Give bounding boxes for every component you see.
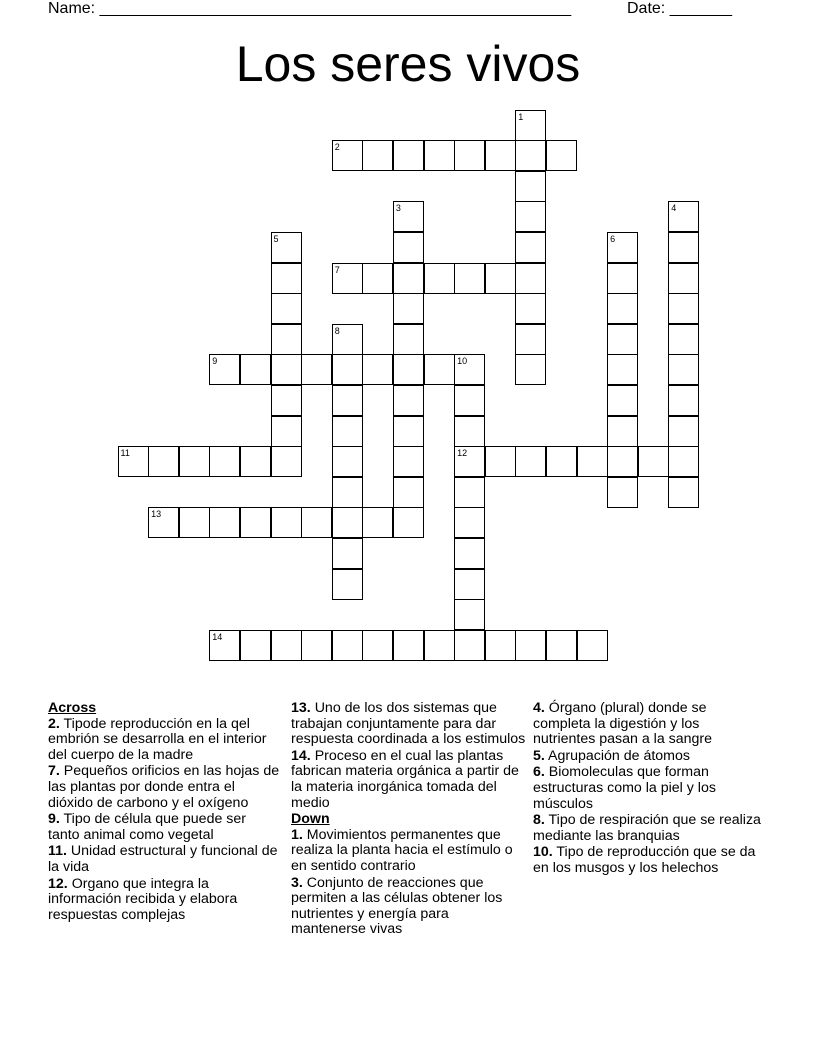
grid-cell[interactable] [577,630,608,661]
grid-cell[interactable] [515,263,546,294]
grid-cell[interactable] [362,507,393,538]
grid-cell[interactable] [393,354,424,385]
grid-cell[interactable] [607,354,638,385]
down-heading: Down [291,811,330,828]
grid-cell[interactable] [332,385,363,416]
grid-cell[interactable] [515,293,546,324]
grid-cell[interactable] [301,630,332,661]
grid-cell[interactable] [515,232,546,263]
grid-cell[interactable] [271,232,302,263]
grid-cell[interactable] [271,354,302,385]
clues-column-1 [48,701,280,924]
grid-cell[interactable] [424,354,455,385]
grid-cell[interactable] [332,263,363,294]
clue-across-7: 7. Pequeños orificios en las hojas de las plantas por donde entra el dióxido de carbono y el oxígeno [48,763,280,811]
grid-cell[interactable] [607,293,638,324]
grid-cell[interactable] [485,263,516,294]
clue-number: 3 [395,203,401,214]
grid-cell[interactable] [362,140,393,171]
clue-number: 5 [273,233,279,244]
clue-across-12: 12. Organo que integra la información recibida y elabora respuestas complejas [48,875,238,923]
grid-cell[interactable] [454,140,485,171]
grid-cell[interactable] [424,263,455,294]
grid-cell[interactable] [546,140,577,171]
clue-across-9: 9. Tipo de célula que puede ser tanto animal como vegetal [48,811,246,843]
grid-cell[interactable] [454,599,485,630]
clue-down-4: 4. Órgano (plural) donde se completa la digestión y los nutrientes pasan a la sangre [533,700,713,748]
grid-cell[interactable] [485,446,516,477]
grid-cell[interactable] [179,507,210,538]
grid-cell[interactable] [240,446,271,477]
grid-cell[interactable] [393,416,424,447]
grid-cell[interactable] [240,630,271,661]
grid-cell[interactable] [332,140,363,171]
grid-cell[interactable] [209,446,240,477]
grid-cell[interactable] [515,446,546,477]
grid-cell[interactable] [668,293,699,324]
grid-cell[interactable] [607,477,638,508]
grid-cell[interactable] [454,354,485,385]
name-field-label: Name: _____________________________________________________ [48,0,572,17]
grid-cell[interactable] [271,263,302,294]
grid-cell[interactable] [209,630,240,661]
clue-number: 13 [151,509,162,520]
clue-number: 1 [518,111,524,122]
grid-cell[interactable] [668,446,699,477]
grid-cell[interactable] [668,201,699,232]
grid-cell[interactable] [668,324,699,355]
clue-down-5: 5. Agrupación de átomos [533,747,690,764]
grid-cell[interactable] [179,446,210,477]
grid-cell[interactable] [332,354,363,385]
grid-cell[interactable] [668,232,699,263]
grid-cell[interactable] [393,477,424,508]
grid-cell[interactable] [454,263,485,294]
grid-cell[interactable] [393,446,424,477]
grid-cell[interactable] [148,446,179,477]
grid-cell[interactable] [332,630,363,661]
grid-cell[interactable] [301,354,332,385]
grid-cell[interactable] [271,416,302,447]
grid-cell[interactable] [515,354,546,385]
grid-cell[interactable] [393,630,424,661]
clue-across-14: 14. Proceso en el cual las plantas fabrican materia orgánica a partir de la materia inorgánica tomada del medio [291,747,519,811]
grid-cell[interactable] [271,324,302,355]
grid-cell[interactable] [393,507,424,538]
grid-cell[interactable] [148,507,179,538]
grid-cell[interactable] [332,507,363,538]
grid-cell[interactable] [271,630,302,661]
grid-cell[interactable] [668,354,699,385]
grid-cell[interactable] [515,110,546,141]
grid-cell[interactable] [332,538,363,569]
clue-number: 7 [334,264,340,275]
grid-cell[interactable] [424,630,455,661]
grid-cell[interactable] [271,293,302,324]
grid-cell[interactable] [209,507,240,538]
grid-cell[interactable] [515,140,546,171]
grid-cell[interactable] [668,477,699,508]
clue-across-11: 11. Unidad estructural y funcional de la vida [48,843,278,875]
grid-cell[interactable] [271,507,302,538]
grid-cell[interactable] [454,446,485,477]
clue-number: 10 [457,356,468,367]
grid-cell[interactable] [454,630,485,661]
clues-column-3 [533,701,763,878]
grid-cell[interactable] [332,324,363,355]
grid-cell[interactable] [638,446,669,477]
grid-cell[interactable] [393,385,424,416]
grid-cell[interactable] [240,354,271,385]
grid-cell[interactable] [454,538,485,569]
clue-number: 2 [334,142,340,153]
grid-cell[interactable] [668,416,699,447]
grid-cell[interactable] [393,201,424,232]
grid-cell[interactable] [607,263,638,294]
clue-down-1: 1. Movimientos permanentes que realiza la planta hacia el estímulo o en sentido contrario [291,826,513,874]
grid-cell[interactable] [515,324,546,355]
grid-cell[interactable] [362,630,393,661]
grid-cell[interactable] [240,507,271,538]
clue-down-10: 10. Tipo de reproducción que se da en los musgos y los helechos [533,844,756,876]
grid-cell[interactable] [454,569,485,600]
clue-number: 8 [334,325,340,336]
clue-number: 4 [671,203,677,214]
grid-cell[interactable] [301,507,332,538]
grid-cell[interactable] [332,477,363,508]
grid-cell[interactable] [607,385,638,416]
clues-column-2 [291,701,527,939]
grid-cell[interactable] [424,140,455,171]
grid-cell[interactable] [393,293,424,324]
grid-cell[interactable] [485,630,516,661]
grid-cell[interactable] [546,446,577,477]
clue-across-13: 13. Uno de los dos sistemas que trabajan conjuntamente para dar respuesta coordinada a los estimulos [291,700,526,748]
grid-cell[interactable] [332,446,363,477]
grid-cell[interactable] [393,324,424,355]
page-title: Los seres vivos [235,36,581,92]
grid-cell[interactable] [332,569,363,600]
grid-cell[interactable] [271,385,302,416]
grid-cell[interactable] [607,446,638,477]
clue-number: 14 [212,631,223,642]
grid-cell[interactable] [118,446,149,477]
clue-number: 12 [457,448,468,459]
grid-cell[interactable] [271,446,302,477]
grid-cell[interactable] [393,263,424,294]
clue-number: 11 [120,448,130,459]
grid-cell[interactable] [607,416,638,447]
grid-cell[interactable] [454,507,485,538]
clue-across-2: 2. Tipode reproducción en la qel embrión se desarrolla en el interior del cuerpo de la madre [48,715,267,763]
grid-cell[interactable] [362,263,393,294]
grid-cell[interactable] [454,385,485,416]
grid-cell[interactable] [454,477,485,508]
clue-number: 9 [212,356,218,367]
grid-cell[interactable] [668,263,699,294]
across-heading: Across [48,700,97,716]
clue-down-3: 3. Conjunto de reacciones que permiten a las células obtener los nutrientes y energía para mantenerse vivas [291,874,503,938]
grid-cell[interactable] [485,140,516,171]
grid-cell[interactable] [454,416,485,447]
grid-cell[interactable] [393,140,424,171]
grid-cell[interactable] [515,201,546,232]
grid-cell[interactable] [607,232,638,263]
clue-down-8: 8. Tipo de respiración que se realiza mediante las branquias [533,812,761,844]
grid-cell[interactable] [332,416,363,447]
grid-cell[interactable] [515,171,546,202]
clue-down-6: 6. Biomoleculas que forman estructuras como la piel y los músculos [533,764,716,812]
grid-cell[interactable] [393,232,424,263]
grid-cell[interactable] [515,630,546,661]
grid-cell[interactable] [546,630,577,661]
grid-cell[interactable] [668,385,699,416]
grid-cell[interactable] [209,354,240,385]
clue-number: 6 [610,233,616,244]
grid-cell[interactable] [607,324,638,355]
grid-cell[interactable] [577,446,608,477]
date-field-label: Date: _______ [627,0,732,17]
grid-cell[interactable] [362,354,393,385]
